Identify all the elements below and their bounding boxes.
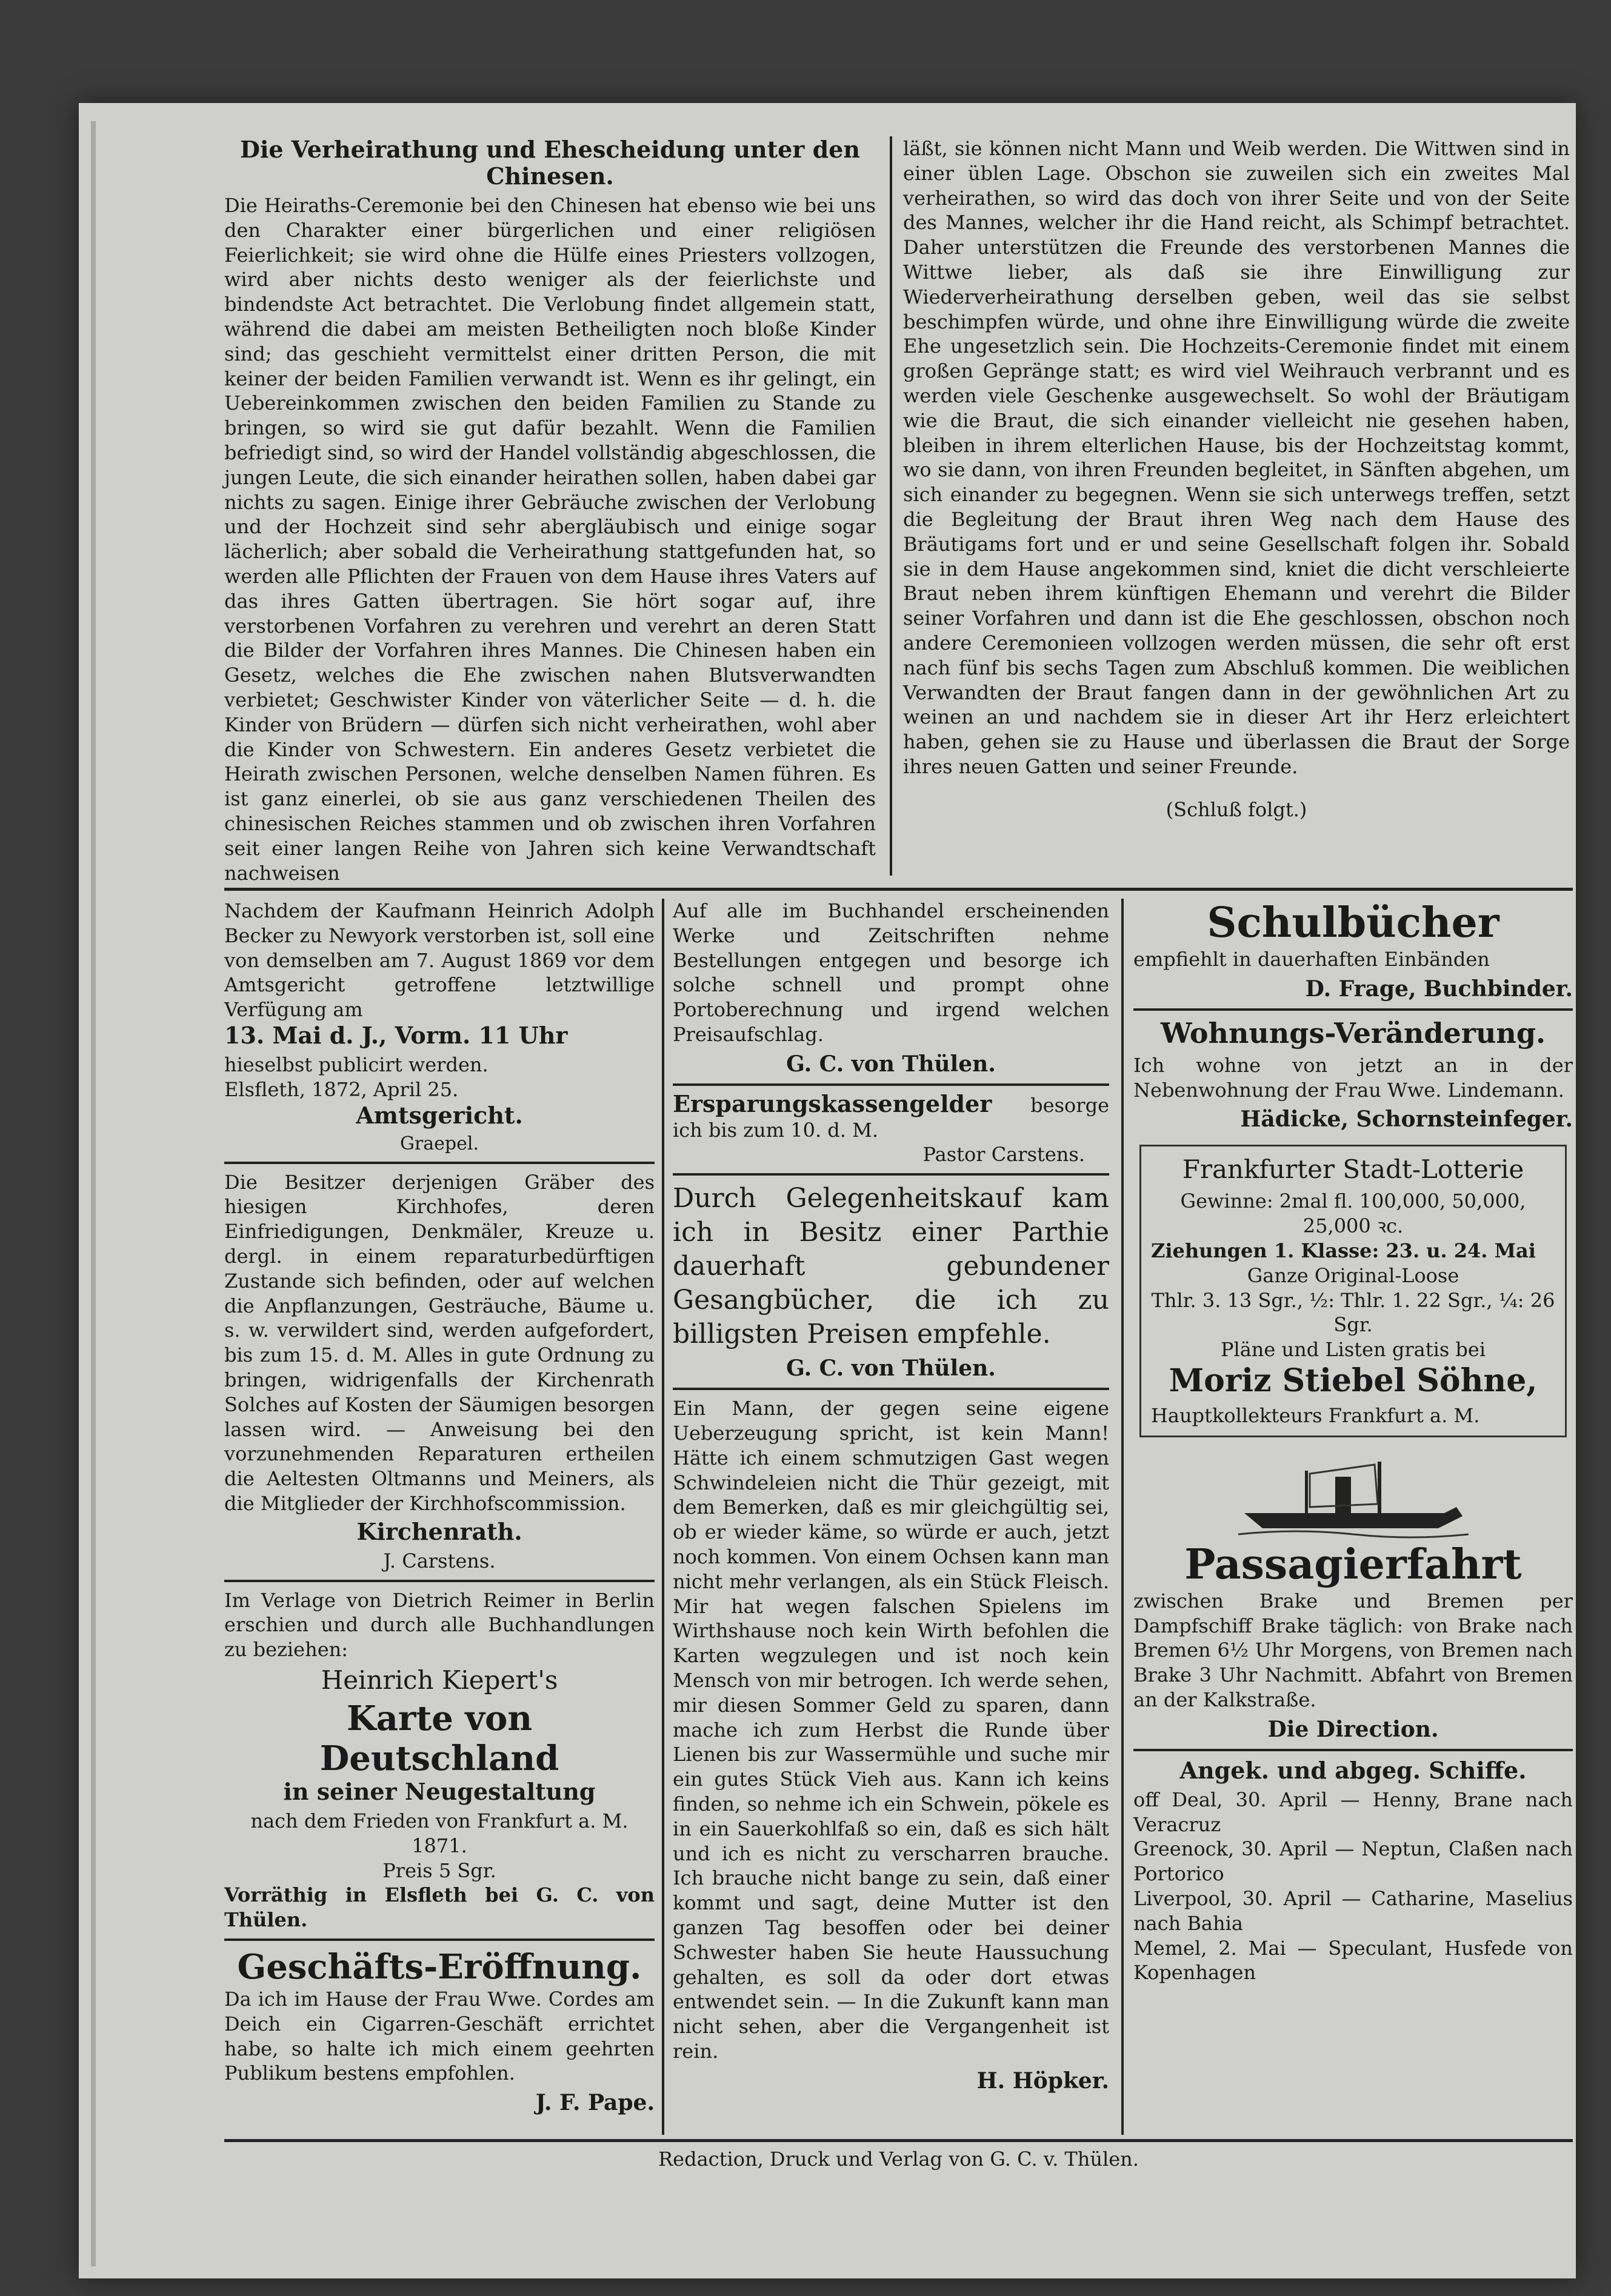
- ferry-ad-title: Passagierfahrt: [1184, 1540, 1522, 1589]
- article-title: Die Verheirathung und Ehescheidung unter den Chinesen.: [240, 136, 860, 190]
- shipping-news-item: Memel, 2. Mai — Speculant, Husfede von Kopenhagen: [1133, 1936, 1573, 1985]
- hymnbook-ad-text: Durch Gelegenheitskauf kam ich in Besitz einer Parthie dauerhaft gebundener Gesangbücher, die ich zu billigsten Preisen empfehle.: [673, 1183, 1109, 1350]
- lottery-ad-plans: Pläne und Listen gratis bei: [1220, 1338, 1486, 1362]
- moving-ad-title: Wohnungs-Veränderung.: [1160, 1016, 1546, 1050]
- shipping-news-item: Greenock, 30. April — Neptun, Claßen nach Portorico: [1133, 1837, 1573, 1886]
- becker-notice-signature: Amtsgericht.: [356, 1101, 523, 1129]
- lottery-ad-title: Frankfurter Stadt-Lotterie: [1182, 1154, 1524, 1185]
- ads-right-column: [1133, 899, 1573, 2135]
- opening-ad-signature: J. F. Pape.: [535, 2090, 655, 2116]
- article-text-col1: Die Heiraths-Ceremonie bei den Chinesen hat ebenso wie bei uns den Charakter einer bürgerlichen und einer religiösen Feierlichkeit; sie wird ohne die Hülfe eines Priesters vollzogen, wird aber nichts desto weniger als der feierlichste und bindendste Act betrachtet. Die Verlobung findet allgemein statt, während die dabei am meisten Betheiligten noch bloße Kinder sind; das geschieht vermittelst einer dritten Person, die mit keiner der beiden Familien verwandt ist. Wenn es ihr gelingt, ein Uebereinkommen zwischen den beiden Familien zu Stande zu bringen, so wird sie gut dafür bezahlt. Wenn die Familien befriedigt sind, so wird der Handel vollständig abgeschlossen, die jungen Leute, die sich einander heirathen sollen, haben dabei gar nichts zu sagen. Einige ihrer Gebräuche zwischen der Verlobung und der Hochzeit sind sehr abergläubisch und einige sogar lächerlich; aber sobald die Verheirathung stattgefunden hat, so werden alle Pflichten der Frauen von dem Hause ihres Vaters auf das ihres Gatten übertragen. Sie hört sogar auf, ihre verstorbenen Vorfahren zu verehren und verehrt an deren Statt die Bilder der Vorfahren ihres Mannes. Die Chinesen haben ein Gesetz, welches die Ehe zwischen nahen Blutsverwandten verbietet; Geschwister Kinder von väterlicher Seite — d. h. die Kinder von Brüdern — dürfen sich nicht verheirathen, wohl aber die Kinder von Schwestern. Ein anderes Gesetz verbietet die Heirath zwischen Personen, welche denselben Namen führen. Es ist ganz einerlei, ob sie aus ganz verschiedenen Theilen des chinesischen Reiches stammen und ob zwischen ihren Vorfahren seit einer langen Reihe von Jahren sich keine Verwandtschaft nachweisen: [224, 194, 876, 885]
- lottery-ad-tickets: Ganze Original-Loose: [1247, 1263, 1459, 1287]
- graves-notice-signature: Kirchenrath.: [356, 1517, 522, 1545]
- becker-notice-place: Elsfleth, 1872, April 25.: [224, 1077, 459, 1101]
- thuelen-ad-signature: G. C. von Thülen.: [786, 1051, 996, 1077]
- reimer-ad-subtitle: in seiner Neugestaltung: [283, 1777, 596, 1805]
- page-content: [224, 136, 1576, 2197]
- shipping-news-title: Angek. und abgeg. Schiffe.: [1179, 1756, 1527, 1784]
- reimer-ad-title: Karte von Deutschland: [319, 1698, 559, 1779]
- article-column-2: [903, 136, 1570, 870]
- ad-divider: [1133, 1749, 1573, 1751]
- hoepker-notice-signature: H. Höpker.: [976, 2068, 1109, 2094]
- hoepker-notice-text: Ein Mann, der gegen seine eigene Ueberzeugung spricht, ist kein Mann! Hätte ich einem schmutzigen Gast wegen Schwindeleien nicht die Thür gezeigt, mit dem Bemerken, daß es mir gleichgültig sei, ob er wieder käme, so würde er auch, jetzt noch kommen. Von einem Ochsen kann man nicht mehr verlangen, als ein Stück Fleisch. Mir hat wegen falschen Spielens im Wirthshause noch kein Wirth befohlen die Karten wegzulegen und ist noch kein Mensch von mir betrogen. Ich werde sehen, mir diesen Sommer Geld zu sparen, dann mache ich zum Herbst die Runde über Lienen bis zur Wassermühle und suche mir ein gutes Stück Vieh aus. Kann ich keins finden, so nehme ich ein Schwein, pökele es in ein Sauerkohlfaß so ein, daß es sich hält und ich es nicht zu verscharren brauche. Ich brauche nicht bange zu sein, daß einer kommt und sagt, deine Mutter ist den ganzen Tag besoffen oder bei deiner Schwester haben Sie heute Haussuchung gehalten, es soll da oder dort etwas entwendet sein. — In die Zukunft kann man nicht sehen, aber die Vergangenheit ist rein.: [673, 1397, 1109, 2063]
- steamship-icon: [1238, 1449, 1469, 1540]
- opening-ad-title: Geschäfts-Eröffnung.: [237, 1946, 642, 1987]
- hymnbook-ad-signature: G. C. von Thülen.: [786, 1356, 996, 1382]
- reimer-ad-price: Preis 5 Sgr.: [382, 1858, 496, 1882]
- moving-ad-signature: Hädicke, Schornsteinfeger.: [1240, 1106, 1573, 1133]
- shipping-news-item: Liverpool, 30. April — Catharine, Maselius nach Bahia: [1133, 1886, 1573, 1935]
- ad-divider: [673, 1173, 1109, 1176]
- reimer-ad-stock: Vorräthig in Elsfleth bei G. C. von Thülen.: [224, 1883, 655, 1932]
- shipping-news-item: off Deal, 30. April — Henny, Brane nach Veracruz: [1133, 1788, 1573, 1836]
- column-divider: [662, 899, 664, 2135]
- ad-divider: [224, 1580, 655, 1582]
- footer-divider: [224, 2139, 1573, 2142]
- becker-notice-text: Nachdem der Kaufmann Heinrich Adolph Becker zu Newyork verstorben ist, soll eine von demselben am 7. August 1869 vor dem Amtsgericht getroffene letztwillige Verfügung am: [224, 899, 655, 1022]
- reimer-ad-text: Im Verlage von Dietrich Reimer in Berlin erschien und durch alle Buchhandlungen zu beziehen:: [224, 1588, 655, 1662]
- lottery-ad-firm: Moriz Stiebel Söhne,: [1169, 1362, 1538, 1399]
- column-divider: [890, 136, 892, 876]
- ads-left-column: [224, 899, 655, 2135]
- becker-notice-date: 13. Mai d. J., Vorm. 11 Uhr: [224, 1021, 568, 1049]
- school-books-ad-title: Schulbücher: [1207, 899, 1499, 947]
- school-books-ad-signature: D. Frage, Buchbinder.: [1305, 976, 1573, 1002]
- lottery-ad-box: [1139, 1145, 1567, 1437]
- ad-divider: [673, 1388, 1109, 1390]
- page-edge-rule: [91, 121, 96, 2266]
- continued-note: (Schluß folgt.): [1166, 797, 1307, 821]
- ad-divider: [224, 1162, 655, 1164]
- graves-notice-text: Die Besitzer derjenigen Gräber des hiesigen Kirchhofes, deren Einfriedigungen, Denkmäler, Kreuze u. dergl. in einem reparaturbedürftigen Zustande sich befinden, oder auf welchen die Anpflanzungen, Gesträuche, Bäume u. s. w. verwildert sind, werden aufgefordert, bis zum 15. d. M. Alles in gute Ordnung zu bringen, widrigenfalls der Kirchenrath Solches auf Kosten der Säumigen besorgen lassen wird. — Anweisung bei den vorzunehmenden Reparaturen ertheilen die Aeltesten Oltmanns und Meiners, als die Mitglieder der Kirchhofscommission.: [224, 1170, 655, 1515]
- becker-notice-text2: hieselbst publicirt werden.: [224, 1053, 489, 1076]
- lottery-ad-prizes: Gewinne: 2mal fl. 100,000, 50,000, 25,000 ꝛc.: [1180, 1190, 1526, 1238]
- school-books-ad-text: empfiehlt in dauerhaften Einbänden: [1133, 948, 1490, 971]
- ferry-ad-text: zwischen Brake und Bremen per Dampfschiff Brake täglich: von Brake nach Bremen 6½ Uhr Morgens, von Bremen nach Brake 3 Uhr Nachmitt. Abfahrt von Bremen an der Kalkstraße.: [1133, 1589, 1573, 1711]
- imprint-footer: Redaction, Druck und Verlag von G. C. v. Thülen.: [658, 2148, 1139, 2171]
- graves-notice-signature-name: J. Carstens.: [383, 1549, 496, 1572]
- ad-divider: [673, 1083, 1109, 1086]
- lottery-ad-prices: Thlr. 3. 13 Sgr., ½: Thlr. 1. 22 Sgr., ¼: 26 Sgr.: [1151, 1288, 1555, 1337]
- reimer-ad-subtitle2: nach dem Frieden von Frankfurt a. M. 1871.: [250, 1809, 629, 1857]
- ferry-ad-signature: Die Direction.: [1267, 1716, 1439, 1742]
- section-divider: [224, 888, 1573, 891]
- column-divider: [1121, 899, 1124, 2135]
- opening-ad-text: Da ich im Hause der Frau Wwe. Cordes am Deich ein Cigarren-Geschäft errichtet habe, so halte ich mich einem geehrten Publikum bestens empfohlen.: [224, 1987, 655, 2085]
- savings-ad-title: Ersparungskassengelder: [673, 1090, 992, 1117]
- lottery-ad-drawings: Ziehungen 1. Klasse: 23. u. 24. Mai: [1151, 1239, 1536, 1262]
- becker-notice-signature-name: Graepel.: [399, 1133, 479, 1154]
- moving-ad-text: Ich wohne von jetzt an in der Nebenwohnung der Frau Wwe. Lindemann.: [1133, 1053, 1573, 1102]
- lottery-ad-collectors: Hauptkollekteurs Frankfurt a. M.: [1151, 1403, 1480, 1427]
- ads-middle-column: [673, 899, 1109, 2135]
- article-text-col2: läßt, sie können nicht Mann und Weib werden. Die Wittwen sind in einer üblen Lage. Obschon sie zuweilen sich ein zweites Mal verheirathen, so wird das doch von ihrer Seite und von der Seite des Mannes, welcher ihr die Hand reicht, als Schimpf betrachtet. Daher unterstützen die Freunde des verstorbenen Mannes die Wittwe lieber, als daß sie ihre Einwilligung zur Wiederverheirathung derselben geben, weil das sie selbst beschimpfen würde, und ohne ihre Einwilligung würde die zweite Ehe ungesetzlich sein. Die Hochzeits-Ceremonie findet mit einem großen Gepränge statt; es wird viel Weihrauch verbrannt und es werden viele Geschenke ausgewechselt. So wohl der Bräutigam wie die Braut, die sich einander vielleicht nie gesehen haben, bleiben in ihrem elterlichen Hause, bis der Hochzeitstag kommt, wo sie dann, von ihren Freunden begleitet, in Sänften abgehen, um sich einander zu begegnen. Wenn sie sich unterwegs treffen, setzt die Begleitung der Braut ihren Weg nach dem Hause des Bräutigams fort und er und seine Gesellschaft folgen ihr. Sobald sie in dem Hause angekommen sind, kniet die dicht verschleierte Braut neben ihrem künftigen Ehemann und verehrt die Bilder seiner Vorfahren und dann ist die Ehe geschlossen, obschon noch andere Ceremonieen vollzogen werden müssen, die sehr oft erst nach fünf bis sechs Tagen zum Abschluß kommen. Die weiblichen Verwandten der Braut fangen dann in der gewöhnlichen Art zu weinen an und nachdem sie in dieser Art ihr Herz erleichtert haben, gehen sie zu Hause und überlassen die Braut der Sorge ihres neuen Gatten und seiner Freunde.: [903, 137, 1570, 778]
- reimer-ad-author: Heinrich Kiepert's: [321, 1665, 558, 1695]
- savings-ad-text: besorge ich bis zum 10. d. M.: [673, 1093, 1109, 1142]
- savings-ad-signature: Pastor Carstens.: [922, 1143, 1085, 1166]
- thuelen-ad-text: Auf alle im Buchhandel erscheinenden Werke und Zeitschriften nehme Bestellungen entgegen und besorge ich solche schnell und prompt ohne Portoberechnung und irgend welchen Preisaufschlag.: [673, 899, 1109, 1046]
- ad-divider: [1133, 1008, 1573, 1011]
- ad-divider: [224, 1938, 655, 1941]
- article-column-1: [224, 136, 876, 885]
